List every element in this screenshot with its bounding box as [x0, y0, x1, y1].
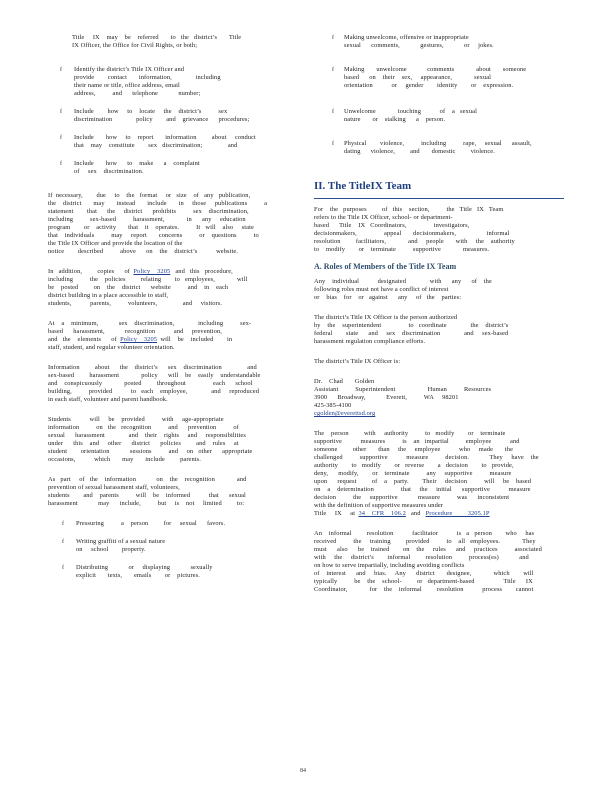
contact-address: 3900 Broadway, Everett, WA 98201 — [314, 394, 459, 401]
contact-phone: 425-385-4100 — [314, 402, 352, 409]
policy-3205-link[interactable]: Policy 3205 — [120, 336, 158, 343]
paragraph-line: decision the supportive measure was inconsistent — [314, 494, 510, 501]
paragraph-line: upon request of a party. Their decision will be based — [314, 478, 532, 485]
list-item: explicit texts, emails or pictures. — [76, 572, 200, 579]
list-item: based on their sex, appearance, sexual — [344, 74, 492, 81]
list-item: their name or title, office address, email — [74, 82, 180, 89]
paragraph-line: on how to serve impartially, including avoiding conflicts — [314, 562, 465, 569]
bullet-icon: f — [60, 67, 62, 73]
paragraph-line: federal state and sex discrimination and sex-based — [314, 330, 509, 337]
paragraph-line: information on the recognition and prevention of — [48, 424, 239, 431]
paragraph-line: building, provided to each employee, and reproduced — [48, 388, 259, 395]
paragraph-line: received the training provided to all employees. They — [314, 538, 536, 545]
page-number: 84 — [300, 768, 306, 774]
section-heading: II. The TitleIX Team — [314, 180, 412, 192]
paragraph-line: At a minimum, sex discrimination, including sex- — [48, 320, 252, 327]
paragraph-line: authority to modify or reverse a decision to provide, — [314, 462, 514, 469]
paragraph-line: students, parents, volunteers, and visitors. — [48, 300, 223, 307]
paragraph-line: The district’s Title IX Officer is: — [314, 358, 401, 365]
list-item: of sex discrimination. — [74, 168, 144, 175]
paragraph-line: In addition, copies of Policy 3205 and this procedure, — [48, 268, 233, 275]
paragraph-line: student orientation sessions and on other appropriate — [48, 448, 253, 455]
paragraph-line: and conspicuously posted throughout each school — [48, 380, 253, 387]
paragraph-line: Any individual designated with any of the — [314, 278, 492, 285]
bullet-icon: f — [62, 539, 64, 545]
list-item: Writing graffiti of a sexual nature — [76, 538, 166, 545]
bullet-icon: f — [62, 565, 64, 571]
paragraph-line: be posted on the district website and in each — [48, 284, 229, 291]
paragraph-line: based harassment, recognition and prevention, — [48, 328, 222, 335]
paragraph-line: occasions, which may include parents. — [48, 456, 201, 463]
paragraph-line: in each staff, volunteer and parent handbook. — [48, 396, 168, 403]
list-item: Physical violence, including rape, sexual assault, — [344, 140, 532, 147]
paragraph-line: the district may instead include in those publications a — [48, 200, 268, 207]
list-item: address, and telephone number; — [74, 90, 201, 97]
list-item: Making unwelcome, offensive or inappropriate — [344, 34, 469, 41]
bullet-icon: f — [332, 109, 334, 115]
bullet-icon: f — [332, 141, 334, 147]
contact-title: Assistant Superintendent Human Resources — [314, 386, 492, 393]
paragraph-line: that individuals may report concerns or questions to — [48, 232, 259, 239]
bullet-icon: f — [60, 109, 62, 115]
list-item: Include how to locate the district’s sex — [74, 108, 228, 115]
paragraph-line: Coordinator, for the informal resolution process cannot — [314, 586, 534, 593]
paragraph-line: Title IX at 34 CFR 106.2 and Procedure 3205.1P — [314, 510, 490, 517]
subsection-heading: A. Roles of Members of the Title IX Team — [314, 262, 457, 271]
list-item: Unwelcome touching of a sexual — [344, 108, 477, 115]
paragraph-line: sexual harassment and their rights and responsibilities — [48, 432, 246, 439]
paragraph-line: statement that the district prohibits sex discrimination, — [48, 208, 249, 215]
bullet-icon: f — [60, 135, 62, 141]
paragraph-line: As part of the information on the recognition and — [48, 476, 247, 483]
list-item: sexual comments, gestures, or jokes. — [344, 42, 494, 49]
list-item: Pressuring a person for sexual favors. — [76, 520, 226, 527]
paragraph-line: under this and other district policies and rules at — [48, 440, 239, 447]
heading-divider — [314, 198, 564, 199]
paragraph-line: refers to the Title IX Officer, school- or department- — [314, 214, 453, 221]
paragraph-line: following roles must not have a conflict of interest — [314, 286, 449, 293]
paragraph-line: An informal resolution facilitator is a person who has — [314, 530, 535, 537]
paragraph-line: students and parents will be informed that sexual — [48, 492, 246, 499]
paragraph-line: of interest and bias. Any district designee, which will — [314, 570, 534, 577]
contact-name: Dr. Chad Golden — [314, 378, 375, 385]
list-item: on school property. — [76, 546, 146, 553]
bullet-icon: f — [332, 35, 334, 41]
paragraph-line: and the elements of Policy 3205 will be included in — [48, 336, 233, 343]
list-item: Include how to make a complaint — [74, 160, 200, 167]
paragraph-line: the Title IX Officer and provide the location of the — [48, 240, 183, 247]
list-item: that may constitute sex discrimination; and — [74, 142, 238, 149]
paragraph-line: someone other than the employee who made the — [314, 446, 514, 453]
paragraph-line: notice described above on the district’s website. — [48, 248, 238, 255]
paragraph-line: including sex-based harassment, in any education — [48, 216, 246, 223]
paragraph-line: by the superintendent to coordinate the district’s — [314, 322, 509, 329]
list-item: Making unwelcome comments about someone — [344, 66, 527, 73]
paragraph-line: or bias for or against any of the parties: — [314, 294, 462, 301]
paragraph-line: supportive measures is an impartial employee and — [314, 438, 520, 445]
paragraph-line: based Title IX Coordinators, investigators, — [314, 222, 470, 229]
paragraph-line: The person with authority to modify or terminate — [314, 430, 506, 437]
bullet-icon: f — [60, 161, 62, 167]
list-item: orientation or gender identity or expression. — [344, 82, 514, 89]
list-item: discrimination policy and grievance procedures; — [74, 116, 250, 123]
bullet-icon: f — [62, 521, 64, 527]
paragraph-line: deny, modify, or terminate any supportive measure — [314, 470, 512, 477]
paragraph-line: typically be the school- or department-based Title IX — [314, 578, 533, 585]
paragraph-line: Students will be provided with age-appropriate — [48, 416, 224, 423]
paragraph-line: Information about the district’s sex discrimination and — [48, 364, 257, 371]
paragraph-line: decisionmakers, appeal decisionmakers, informal — [314, 230, 510, 237]
paragraph-line: For the purposes of this section, the Title IX Team — [314, 206, 504, 213]
paragraph-line: The district’s Title IX Officer is the person authorized — [314, 314, 458, 321]
paragraph-line: with the definition of supportive measures under — [314, 502, 444, 509]
paragraph-line: Title IX may be referred to the district’s Title — [72, 34, 242, 41]
paragraph-line: challenged supportive measure decision. They have the — [314, 454, 539, 461]
paragraph-line: prevention of sexual harassment staff, volunteers, — [48, 484, 180, 491]
paragraph-line: to modify or terminate supportive measures. — [314, 246, 490, 253]
paragraph-line: staff, student, and regular volunteer orientation. — [48, 344, 175, 351]
list-item: dating violence, and domestic violence. — [344, 148, 495, 155]
paragraph-line: must also be trained on the rules and practices associated — [314, 546, 542, 553]
list-item: Distributing or displaying sexually — [76, 564, 213, 571]
list-item: Identify the district’s Title IX Officer and — [74, 66, 185, 73]
paragraph-line: If necessary, due to the format or size of any publication, — [48, 192, 251, 199]
paragraph-line: district building in a place accessible to staff, — [48, 292, 169, 299]
paragraph-line: resolution facilitators, and people with the authority — [314, 238, 515, 245]
paragraph-line: with the district’s informal resolution process(es) and — [314, 554, 529, 561]
paragraph-line: IX Officer, the Office for Civil Rights, or both; — [72, 42, 198, 49]
list-item: nature or stalking a person. — [344, 116, 446, 123]
paragraph-line: harassment regulation compliance efforts. — [314, 338, 426, 345]
policy-3205-link[interactable]: Policy 3205 — [133, 268, 171, 275]
paragraph-line: on a determination that the initial supportive measure — [314, 486, 531, 493]
cfr-106-2-link[interactable]: 34 CFR 106.2 — [358, 510, 406, 517]
contact-email-link[interactable]: cgolden@everettsd.org — [314, 410, 376, 417]
paragraph-line: including the policies relating to employees, will — [48, 276, 248, 283]
list-item: Include how to report information about conduct — [74, 134, 256, 141]
paragraph-line: sex-based harassment policy will be easily understandable — [48, 372, 261, 379]
paragraph-line: program or activity that it operates. It will also state — [48, 224, 254, 231]
list-item: provide contact information, including — [74, 74, 221, 81]
bullet-icon: f — [332, 67, 334, 73]
paragraph-line: harassment may include, but is not limited to: — [48, 500, 245, 507]
procedure-3205-1p-link[interactable]: Procedure 3205.1P — [425, 510, 490, 517]
